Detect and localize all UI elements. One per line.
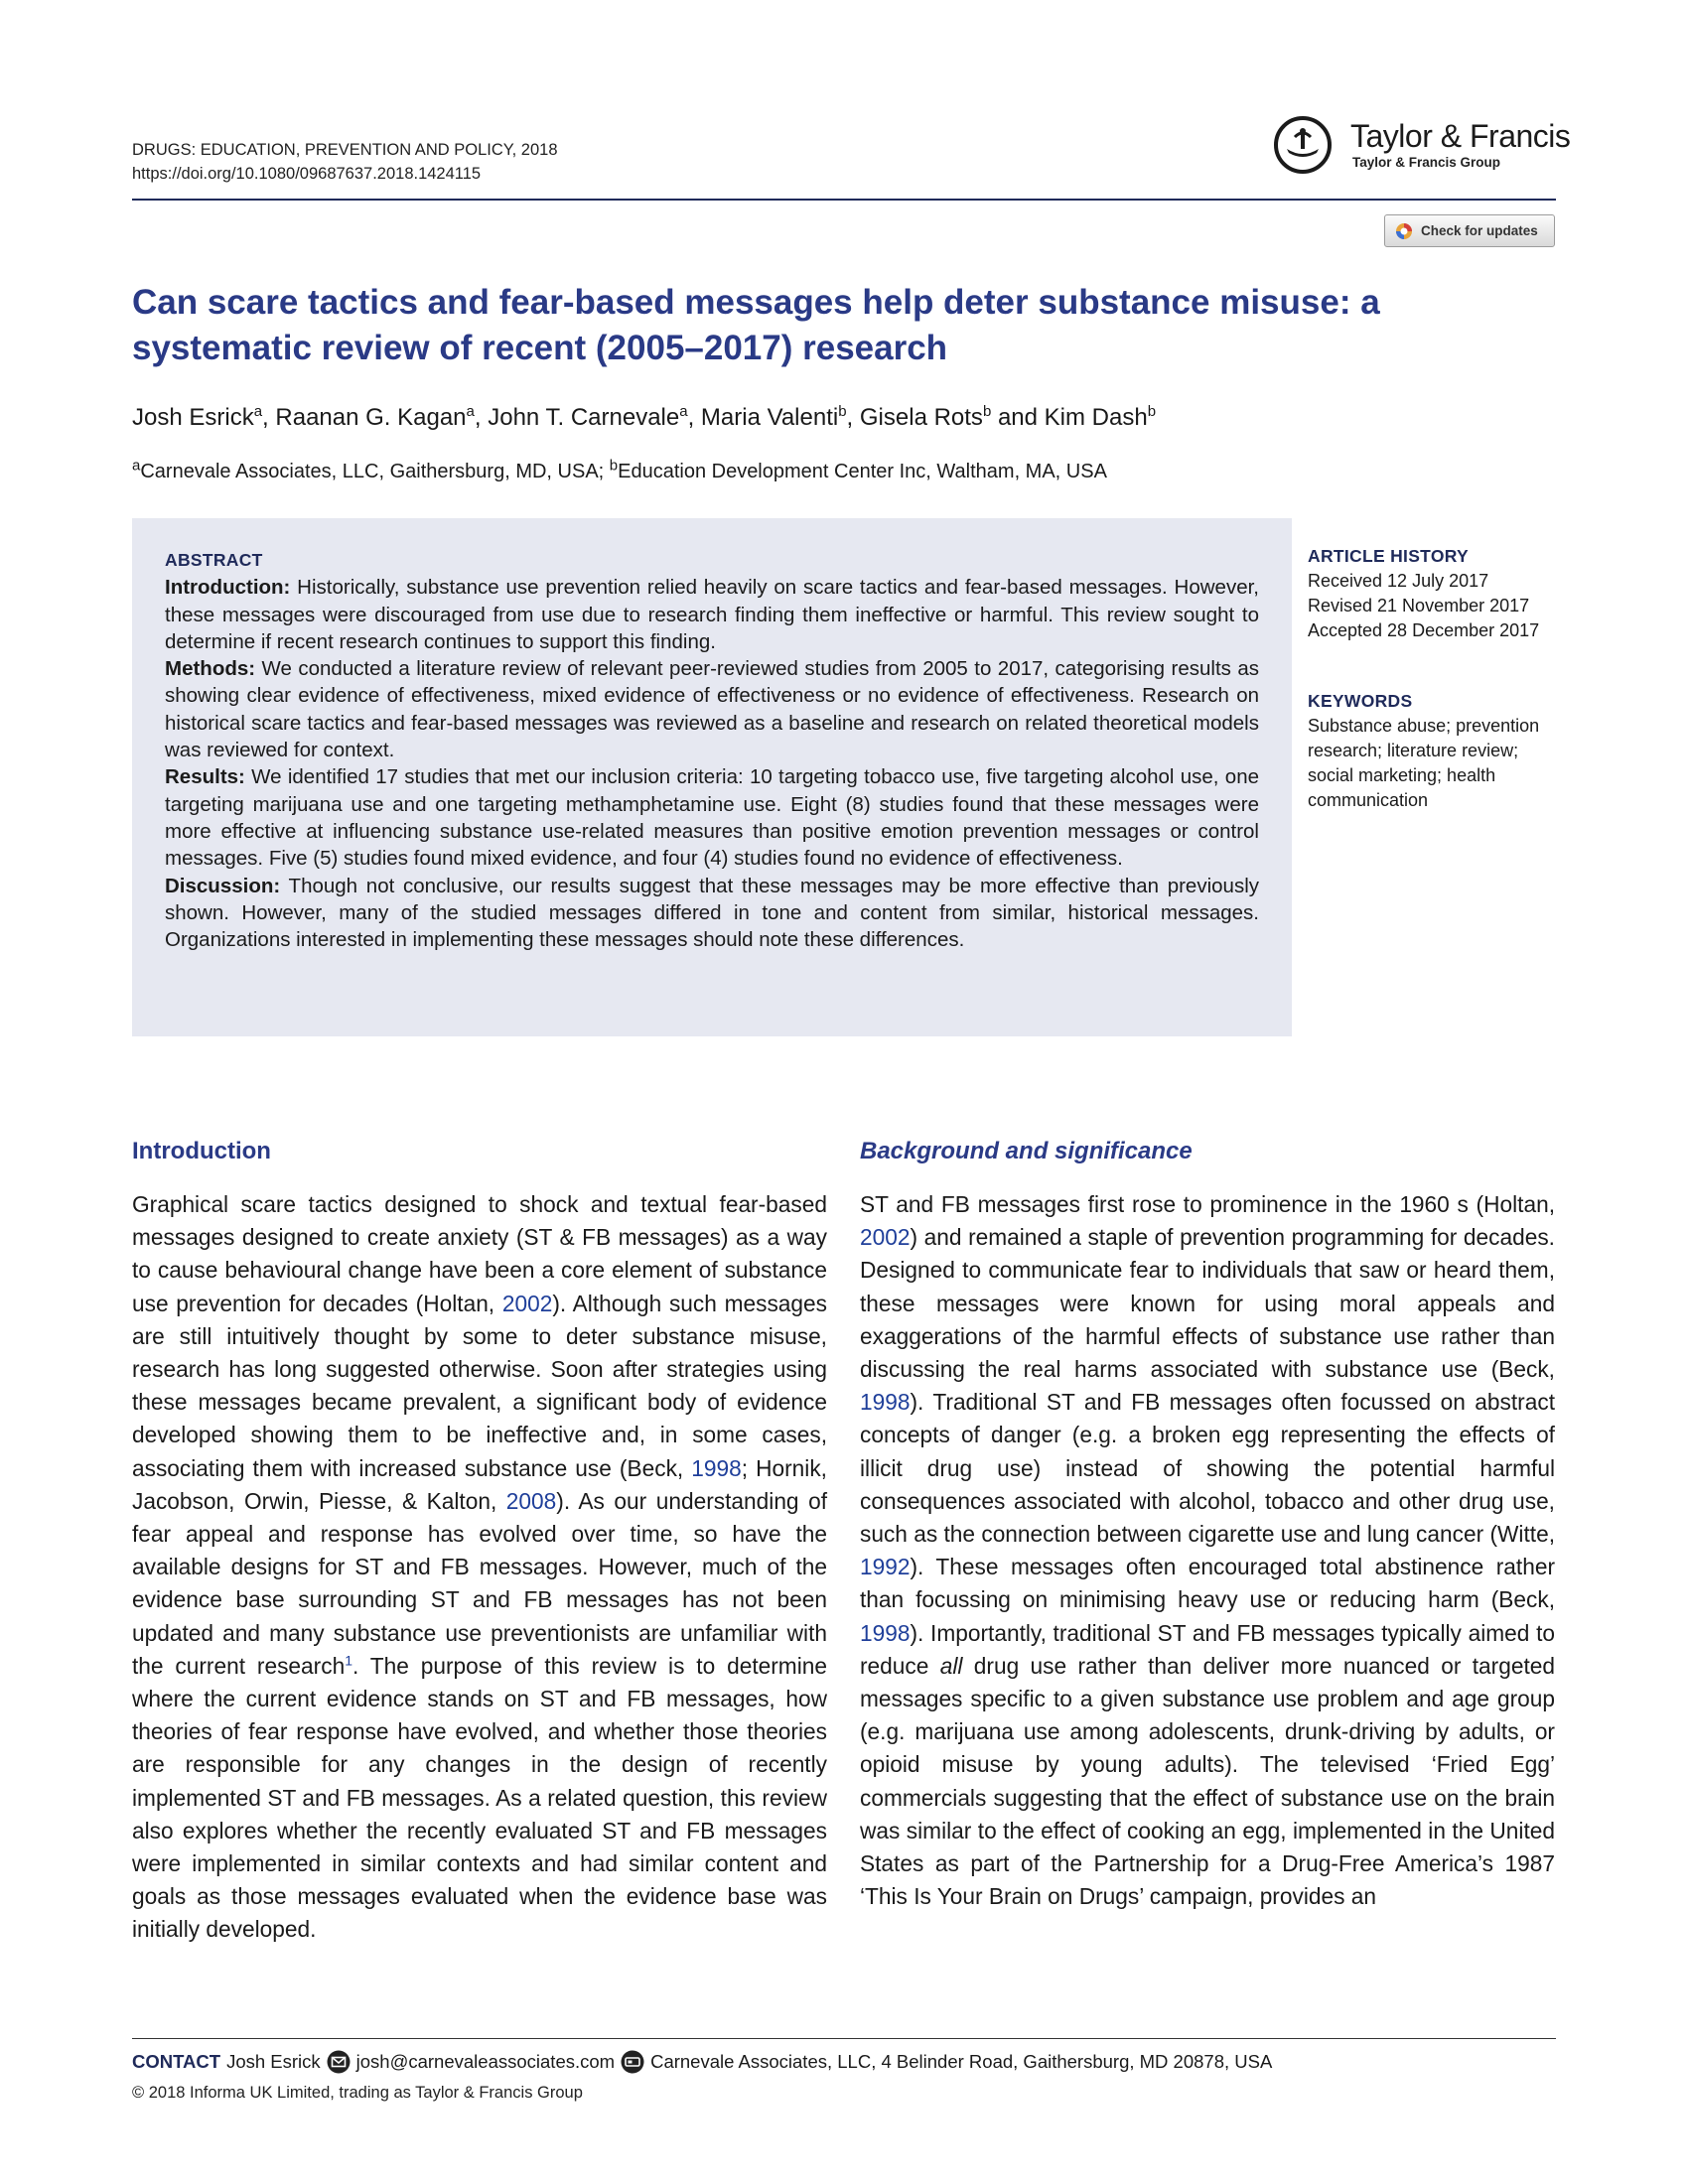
author-affiliation-mark: b: [982, 403, 992, 420]
contact-name: Josh Esrick: [226, 2051, 321, 2072]
citation-link[interactable]: 2002: [501, 1290, 553, 1316]
abstract-label: Introduction:: [165, 576, 291, 600]
introduction-paragraph: [132, 1188, 827, 1947]
author-affiliation-mark: b: [838, 403, 847, 420]
author-affiliation-mark: a: [466, 403, 475, 420]
footnote-link[interactable]: 1: [345, 1652, 352, 1669]
author-list: [132, 401, 1423, 435]
publisher-logo: [1273, 115, 1571, 175]
abstract-label: Discussion:: [165, 874, 281, 897]
keywords-list: Substance abuse; prevention research; literature review; social marketing; health communication: [1308, 716, 1540, 810]
publisher-group: Taylor & Francis Group: [1352, 155, 1501, 170]
citation-link[interactable]: 1998: [860, 1389, 911, 1416]
author-affiliation-mark: a: [679, 403, 688, 420]
author-separator: ,: [687, 404, 701, 431]
contact-email[interactable]: josh@carnevaleassociates.com: [355, 2051, 616, 2072]
author-name[interactable]: John T. Carnevale: [488, 404, 680, 431]
abstract-text: Historically, substance use prevention relied heavily on scare tactics and fear-based messages. However, these messages were discouraged from use due to research finding them ineffective or harmful. This review sought to determine if recent research continues to support this finding.: [165, 576, 1259, 653]
introduction-heading: Introduction: [132, 1138, 271, 1164]
author-name[interactable]: Kim Dash: [1044, 404, 1148, 431]
article-title: Can scare tactics and fear-based messages help deter substance misuse: a systematic review of recent (2005–2017) research: [132, 283, 1380, 367]
body-text: ST and FB messages first rose to prominence in the 1960 s (Holtan,: [860, 1191, 1555, 1217]
background-paragraph: [860, 1188, 1555, 1913]
contact-label: CONTACT: [132, 2051, 221, 2072]
contact-line: [132, 2049, 1272, 2075]
check-for-updates-label: Check for updates: [1421, 223, 1538, 238]
abstract-text: We conducted a literature review of relevant peer-reviewed studies from 2005 to 2017, categorising results as showing clear evidence of effectiveness, mixed evidence of effectiveness or no evidence of effectiveness. Research on historical scare tactics and fear-based messages was reviewed as a baseline and research on related theoretical models was reviewed for context.: [165, 657, 1259, 762]
affiliation-mark-a: a: [132, 457, 141, 475]
received-date: Received 12 July 2017: [1308, 571, 1489, 591]
emphasis-text: all: [939, 1652, 963, 1679]
affiliation-mark-b: b: [609, 457, 619, 475]
crossmark-icon: [1395, 222, 1413, 240]
abstract-introduction: [165, 574, 1259, 655]
journal-header: [132, 138, 558, 186]
doi-link[interactable]: https://doi.org/10.1080/09687637.2018.1424115: [132, 165, 482, 183]
article-history-heading: ARTICLE HISTORY: [1308, 546, 1470, 566]
author-separator: ,: [474, 404, 489, 431]
body-text: ). As our understanding of fear appeal and response has evolved over time, so have the available designs for ST and FB messages. However, much of the evidence base surrounding ST and FB messages has not been updated and many substance use preventionists are unfamiliar with the current research: [132, 1487, 827, 1679]
affiliation-a: Carnevale Associates, LLC, Gaithersburg, MD, USA;: [140, 461, 610, 482]
affiliation-b: Education Development Center Inc, Waltham, MA, USA: [618, 461, 1107, 482]
body-text: ) and remained a staple of prevention programming for decades. Designed to communicate fear to individuals that saw or heard them, these messages were known for using moral appeals and exaggerations of the harmful effects of substance use rather than discussing the real harms associated with substance use (Beck,: [860, 1224, 1555, 1383]
footer-rule: [132, 2038, 1556, 2039]
keywords-heading: KEYWORDS: [1308, 691, 1413, 711]
citation-link[interactable]: 2002: [860, 1224, 911, 1251]
copyright-notice: © 2018 Informa UK Limited, trading as Taylor & Francis Group: [132, 2084, 583, 2102]
abstract-text: We identified 17 studies that met our inclusion criteria: 10 targeting tobacco use, five targeting alcohol use, one targeting marijuana use and one targeting methamphetamine use. Eight (8) studies found that these messages were more effective at influencing substance use-related measures than positive emotion prevention messages or control messages. Five (5) studies found mixed evidence, and four (4) studies found no evidence of effectiveness.: [165, 765, 1259, 871]
author-separator: ,: [262, 404, 276, 431]
journal-name: DRUGS: EDUCATION, PREVENTION AND POLICY, 2018: [132, 141, 558, 159]
author-name[interactable]: Raanan G. Kagan: [275, 404, 467, 431]
author-name[interactable]: Maria Valenti: [700, 404, 839, 431]
abstract-label: Methods:: [165, 657, 256, 681]
contact-address: Carnevale Associates, LLC, 4 Belinder Road, Gaithersburg, MD 20878, USA: [650, 2051, 1273, 2072]
email-icon: [327, 2050, 351, 2074]
body-text: Graphical scare tactics designed to shock and textual fear-based messages designed to create anxiety (ST & FB messages) as a way to cause behavioural change have been a core element of substance use prevention for decades (Holtan,: [132, 1191, 827, 1316]
address-icon: [621, 2050, 644, 2074]
abstract-heading: ABSTRACT: [165, 550, 263, 570]
author-name[interactable]: Josh Esrick: [132, 404, 254, 431]
abstract-label: Results:: [165, 765, 245, 789]
citation-link[interactable]: 2008: [505, 1487, 557, 1514]
abstract-methods: [165, 655, 1259, 763]
citation-link[interactable]: 1992: [860, 1554, 911, 1580]
abstract-discussion: [165, 873, 1259, 954]
citation-link[interactable]: 1998: [860, 1619, 911, 1646]
background-heading: Background and significance: [860, 1138, 1193, 1164]
body-text: . The purpose of this review is to determine where the current evidence stands on ST and FB messages, how theories of fear response have evolved, and whether those theories are responsible for any changes in the design of recently implemented ST and FB messages. As a related question, this review also explores whether the recently evaluated ST and FB messages were implemented in similar contexts and had similar content and goals as those messages evaluated when the evidence base was initially developed.: [132, 1652, 827, 1943]
author-separator: ,: [846, 404, 860, 431]
abstract-text: Though not conclusive, our results suggest that these messages may be more effective than previously shown. However, many of the studied messages differed in tone and content from similar, historical messages. Organizations interested in implementing these messages should note these differences.: [165, 874, 1259, 952]
accepted-date: Accepted 28 December 2017: [1308, 620, 1540, 640]
body-text: drug use rather than deliver more nuanced or targeted messages specific to a given substance use problem and age group (e.g. marijuana use among adolescents, drunk-driving by adults, or opioid misuse by young adults). The televised ‘Fried Egg’ commercials suggesting that the effect of substance use on the brain was similar to the effect of cooking an egg, implemented in the United States as part of the Partnership for a Drug-Free America’s 1987 ‘This Is Your Brain on Drugs’ campaign, provides an: [860, 1652, 1555, 1910]
abstract-results: [165, 763, 1259, 872]
check-for-updates-button[interactable]: [1384, 214, 1555, 247]
author-affiliation-mark: a: [253, 403, 263, 420]
citation-link[interactable]: 1998: [691, 1454, 742, 1481]
article-sidebar: [1308, 544, 1566, 813]
body-text: ). Traditional ST and FB messages often focussed on abstract concepts of danger (e.g. a broken egg representing the effects of illicit drug use) instead of showing the potential harmful consequences associated with alcohol, tobacco and other drug use, such as the connection between cigarette use and lung cancer (Witte,: [860, 1389, 1555, 1548]
abstract-body: [165, 547, 1259, 953]
header-rule: [132, 199, 1556, 201]
publisher-name: Taylor & Francis: [1350, 118, 1571, 154]
publisher-logo-icon: [1273, 115, 1333, 175]
author-separator: and: [991, 404, 1045, 431]
body-text: ; Hornik, Jacobson, Orwin, Piesse, & Kalton,: [132, 1454, 827, 1514]
revised-date: Revised 21 November 2017: [1308, 596, 1530, 615]
abstract-box: [132, 518, 1292, 1036]
body-text: ). Although such messages are still intuitively thought by some to deter substance misuse, research has long suggested otherwise. Soon after strategies using these messages became prevalent, a significant body of evidence developed showing them to be ineffective and, in some cases, associating them with increased substance use (Beck,: [132, 1290, 827, 1481]
body-text: ). Importantly, traditional ST and FB messages typically aimed to reduce: [860, 1619, 1555, 1679]
author-name[interactable]: Gisela Rots: [859, 404, 983, 431]
body-text: ). These messages often encouraged total abstinence rather than focussing on minimising heavy use or reducing harm (Beck,: [860, 1554, 1555, 1613]
affiliations: [132, 458, 1107, 485]
author-affiliation-mark: b: [1147, 403, 1157, 420]
